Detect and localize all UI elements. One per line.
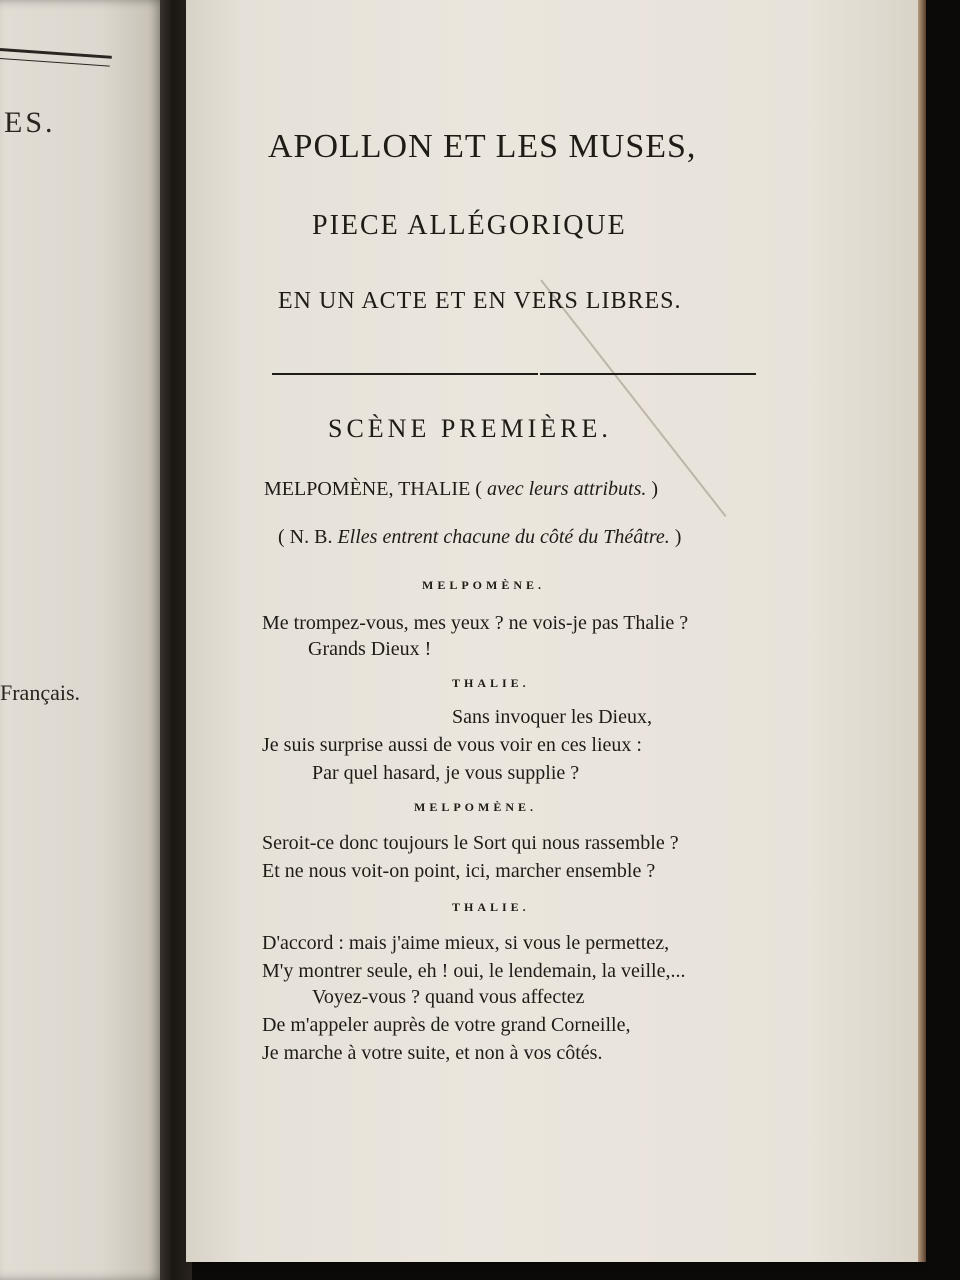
play-title: APOLLON ET LES MUSES, bbox=[268, 128, 697, 165]
left-page-heading: ES. bbox=[4, 106, 56, 139]
stage-note bbox=[278, 526, 681, 549]
verse-line: Je suis surprise aussi de vous voir en ces lieux : bbox=[262, 734, 642, 756]
verse-line: Me trompez-vous, mes yeux ? ne vois-je pas Thalie ? bbox=[262, 612, 689, 634]
verse-line: Je marche à votre suite, et non à vos côtés. bbox=[262, 1042, 603, 1064]
note-close: ) bbox=[674, 526, 682, 548]
left-page-footer: Français. bbox=[0, 680, 81, 705]
note-text: Elles entrent chacune du côté du Théâtre. bbox=[337, 526, 670, 548]
left-page-rule bbox=[0, 48, 112, 59]
scene-heading: SCÈNE PREMIÈRE. bbox=[328, 414, 612, 443]
verse-line: Et ne nous voit-on point, ici, marcher ensemble ? bbox=[262, 860, 656, 882]
divider-rule-left bbox=[272, 373, 538, 375]
verse-line: D'accord : mais j'aime mieux, si vous le permettez, bbox=[262, 932, 670, 954]
verse-line: Seroit-ce donc toujours le Sort qui nous rassemble ? bbox=[262, 832, 679, 854]
speaker-thalie: THALIE. bbox=[452, 900, 530, 914]
speaker-melpomene: MELPOMÈNE. bbox=[422, 578, 545, 592]
verse-line: M'y montrer seule, eh ! oui, le lendemain, la veille,... bbox=[262, 960, 686, 982]
verse-line: Voyez-vous ? quand vous affectez bbox=[312, 986, 585, 1008]
page-edge bbox=[918, 0, 926, 1262]
verse-line: Par quel hasard, je vous supplie ? bbox=[312, 762, 580, 784]
play-form: EN UN ACTE ET EN VERS LIBRES. bbox=[278, 288, 682, 314]
speaker-thalie: THALIE. bbox=[452, 676, 530, 690]
verse-line: Grands Dieux ! bbox=[308, 638, 432, 660]
left-page-rule-thin bbox=[0, 58, 110, 67]
facing-page bbox=[0, 0, 168, 1280]
paren-close: ) bbox=[651, 478, 659, 500]
play-subtitle: PIECE ALLÉGORIQUE bbox=[312, 210, 627, 241]
note-label: ( N. B. bbox=[278, 526, 333, 548]
character-attributes: avec leurs attributs. bbox=[486, 478, 647, 500]
verse-line: De m'appeler auprès de votre grand Corneille, bbox=[262, 1014, 631, 1036]
speaker-melpomene: MELPOMÈNE. bbox=[414, 800, 537, 814]
characters-line bbox=[264, 478, 658, 501]
verse-line: Sans invoquer les Dieux, bbox=[452, 706, 652, 728]
divider-rule-right bbox=[540, 373, 756, 375]
character-names: MELPOMÈNE, THALIE bbox=[264, 478, 471, 500]
paren-open: ( bbox=[475, 478, 482, 500]
